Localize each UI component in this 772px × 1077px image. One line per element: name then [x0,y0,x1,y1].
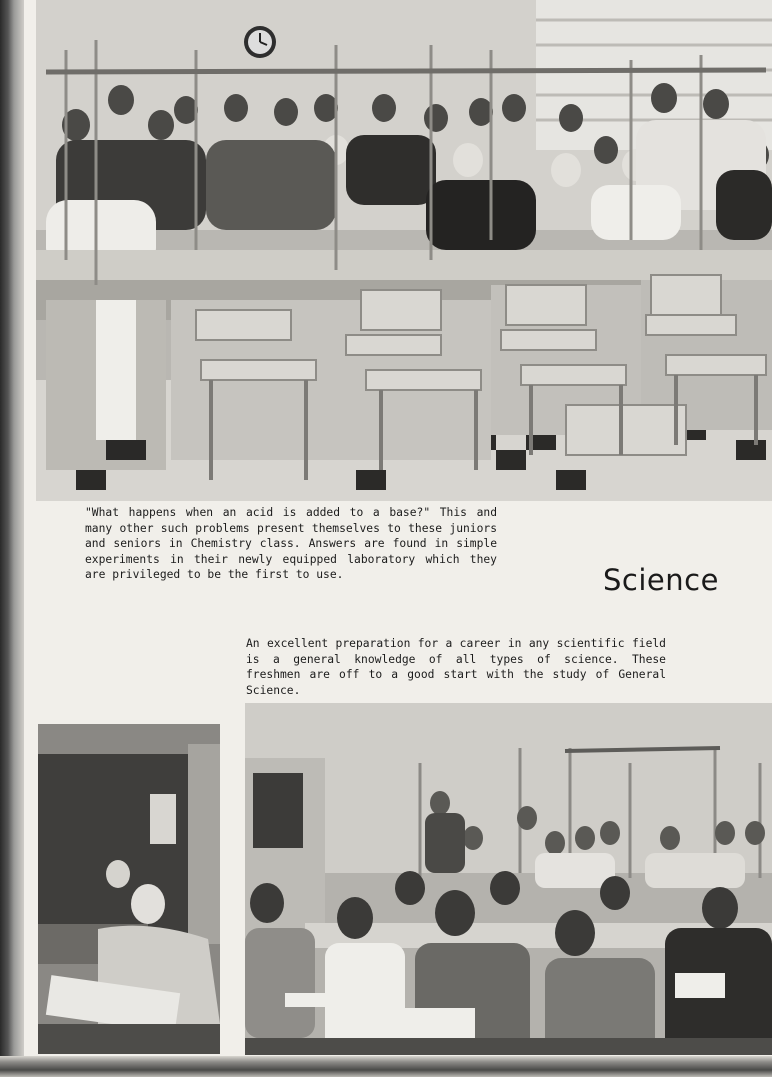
page-gutter-edge [0,0,24,1077]
chemistry-lab-illustration [36,0,772,501]
page-bottom-edge [0,1056,772,1077]
general-science-class-photo [245,703,772,1055]
section-title: Science [603,563,719,597]
chemistry-lab-photo [36,0,772,501]
general-science-caption: An excellent preparation for a career in any scientific field is a general knowledge of all types of science. These freshmen are off to a good start with the study of General Science. [246,637,666,697]
general-science-class-illustration [245,703,772,1055]
student-reading-illustration [38,724,220,1054]
student-reading-photo [38,724,220,1054]
chemistry-caption: "What happens when an acid is added to a base?" This and many other such problems present themselves to these juniors and seniors in Chemistry class. Answers are found in simple experiments in their newly equipped laboratory which they are privileged to be the first to use. [85,506,497,581]
